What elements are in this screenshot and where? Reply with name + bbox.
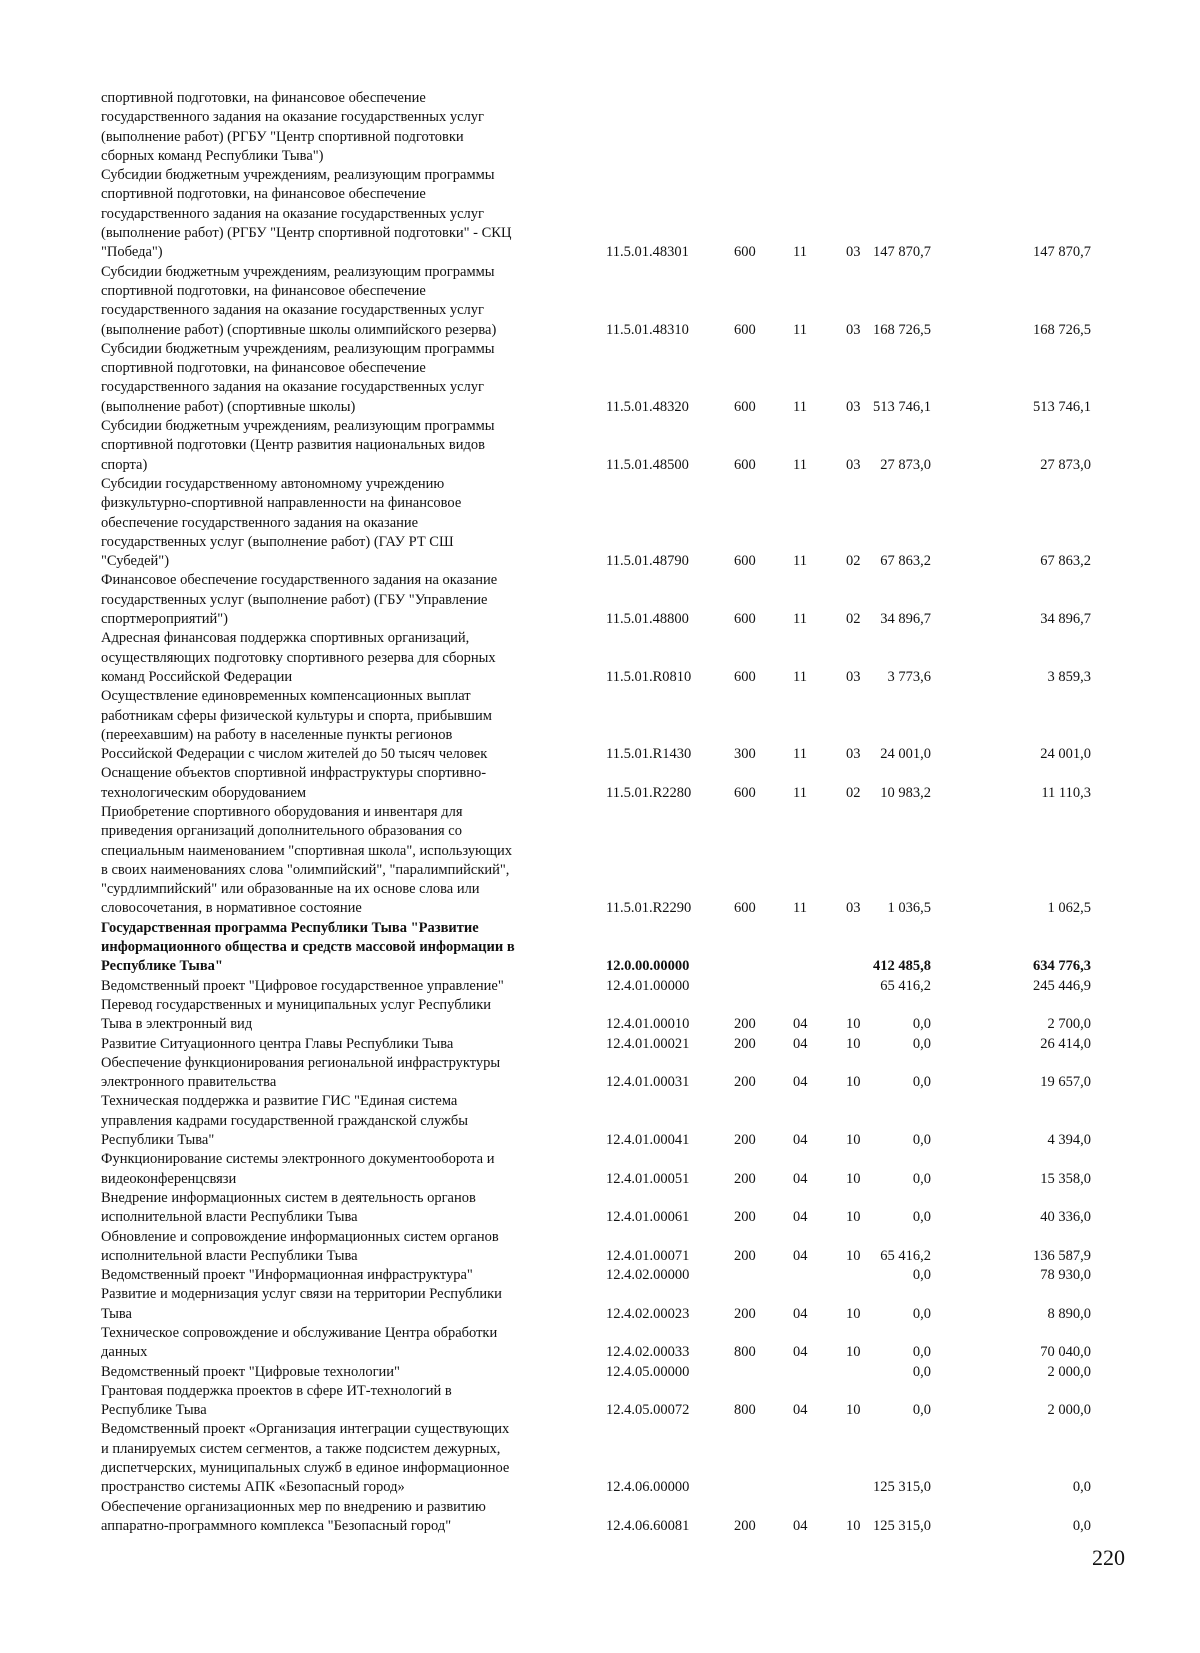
row-amount-year1: 0,0 (912, 1074, 931, 1091)
row-description: Развитие Ситуационного центра Главы Республики Тыва (101, 1035, 454, 1052)
row-program-code: 12.4.02.00000 (606, 1267, 690, 1284)
row-amount-year2: 0,0 (1072, 1517, 1091, 1534)
row-amount-year1: 0,0 (912, 1170, 931, 1187)
row-subsection: 10 (846, 1132, 861, 1149)
table-row (101, 340, 1121, 417)
row-subsection: 02 (846, 784, 861, 801)
table-row (101, 417, 1121, 475)
row-amount-year2: 67 863,2 (1040, 553, 1091, 570)
row-expense-type: 600 (734, 398, 756, 415)
row-amount-year2: 70 040,0 (1040, 1344, 1091, 1361)
row-subsection: 03 (846, 746, 861, 763)
row-section: 04 (793, 1517, 808, 1534)
row-amount-year1: 1 036,5 (887, 900, 931, 917)
row-description: Функционирование системы электронного документооборота и видеоконференцсвязи (101, 1151, 495, 1187)
row-description: Субсидии бюджетным учреждениям, реализующим программы спортивной подготовки, на финансовое обеспечение государственного задания на оказание государственных услуг (выполнение работ) (спортивные школы олимпийского резерва) (101, 263, 497, 338)
row-amount-year1: 0,0 (912, 1016, 931, 1033)
row-description: Государственная программа Республики Тыва "Развитие информационного общества и средств массовой информации в Республике Тыва" (101, 919, 515, 975)
row-subsection: 10 (846, 1016, 861, 1033)
table-row (101, 1498, 1121, 1537)
row-amount-year2: 2 700,0 (1047, 1016, 1091, 1033)
row-section: 04 (793, 1170, 808, 1187)
row-program-code: 11.5.01.48790 (606, 553, 689, 570)
row-subsection: 03 (846, 456, 861, 473)
row-amount-year2: 147 870,7 (1033, 244, 1091, 261)
table-row (101, 1189, 1121, 1228)
row-amount-year1: 0,0 (912, 1363, 931, 1380)
row-amount-year1: 0,0 (912, 1267, 931, 1284)
row-subsection: 10 (846, 1247, 861, 1264)
row-expense-type: 300 (734, 746, 756, 763)
row-subsection: 10 (846, 1517, 861, 1534)
row-subsection: 10 (846, 1344, 861, 1361)
row-amount-year2: 40 336,0 (1040, 1209, 1091, 1226)
row-amount-year1: 168 726,5 (873, 321, 931, 338)
row-expense-type: 600 (734, 244, 756, 261)
row-amount-year2: 136 587,9 (1033, 1247, 1091, 1264)
table-row (101, 977, 1121, 996)
table-row (101, 996, 1121, 1035)
row-section: 04 (793, 1074, 808, 1091)
table-row (101, 1228, 1121, 1267)
row-expense-type: 200 (734, 1074, 756, 1091)
row-program-code: 12.4.01.00071 (606, 1247, 690, 1264)
row-section: 11 (793, 456, 807, 473)
row-description: Субсидии бюджетным учреждениям, реализующим программы спортивной подготовки, на финансовое обеспечение государственного задания на оказание государственных услуг (выполнение работ) (РГБУ "Центр спортивной подготовки" - СКЦ "Победа") (101, 167, 512, 261)
row-amount-year2: 245 446,9 (1033, 977, 1091, 994)
row-program-code: 11.5.01.48320 (606, 398, 689, 415)
row-amount-year2: 78 930,0 (1040, 1267, 1091, 1284)
row-program-code: 11.5.01.R1430 (606, 746, 692, 763)
row-amount-year2: 11 110,3 (1041, 784, 1091, 801)
row-amount-year2: 19 657,0 (1040, 1074, 1091, 1091)
row-amount-year1: 67 863,2 (880, 553, 931, 570)
row-program-code: 11.5.01.48310 (606, 321, 689, 338)
row-subsection: 10 (846, 1170, 861, 1187)
row-amount-year2: 27 873,0 (1040, 456, 1091, 473)
row-description: Техническое сопровождение и обслуживание Центра обработки данных (101, 1325, 498, 1361)
row-description: Приобретение спортивного оборудования и инвентаря для приведения организаций дополнительного образования со специальным наименованием "спортивная школа", использующих в своих наименованиях слова "олимпийский", "паралимпийский", "сурдлимпийский" или образованные на их основе слова или словосочетания, в нормативное состояние (101, 803, 513, 917)
row-amount-year2: 15 358,0 (1040, 1170, 1091, 1187)
row-program-code: 12.4.06.00000 (606, 1479, 690, 1496)
row-amount-year1: 0,0 (912, 1035, 931, 1052)
row-program-code: 12.0.00.00000 (606, 958, 690, 975)
page-number: 220 (1092, 1545, 1125, 1570)
row-program-code: 11.5.01.48500 (606, 456, 689, 473)
row-amount-year1: 0,0 (912, 1402, 931, 1419)
row-section: 11 (793, 746, 807, 763)
row-program-code: 12.4.01.00000 (606, 977, 690, 994)
row-description: Обеспечение функционирования региональной инфраструктуры электронного правительства (101, 1054, 501, 1091)
row-section: 11 (793, 398, 807, 415)
row-program-code: 12.4.06.60081 (606, 1517, 690, 1534)
row-amount-year1: 24 001,0 (880, 746, 931, 763)
row-expense-type: 600 (734, 456, 756, 473)
table-row (101, 687, 1121, 764)
row-amount-year1: 34 896,7 (880, 611, 931, 628)
row-expense-type: 200 (734, 1016, 756, 1033)
row-expense-type: 800 (734, 1402, 756, 1419)
row-subsection: 10 (846, 1074, 861, 1091)
row-section: 11 (793, 611, 807, 628)
row-amount-year1: 513 746,1 (873, 398, 931, 415)
table-row (101, 919, 1121, 977)
row-section: 04 (793, 1016, 808, 1033)
row-description: Осуществление единовременных компенсационных выплат работникам сферы физической культуры и спорта, прибывшим (переехавшим) на работу в населенные пункты регионов Российской Федерации с числом жителей до 50 тысяч человек (101, 688, 492, 763)
row-amount-year2: 4 394,0 (1047, 1132, 1091, 1149)
row-amount-year1: 147 870,7 (873, 244, 931, 261)
row-subsection: 03 (846, 321, 861, 338)
row-section: 04 (793, 1247, 808, 1264)
row-subsection: 03 (846, 244, 861, 261)
row-program-code: 12.4.01.00031 (606, 1074, 690, 1091)
row-amount-year1: 0,0 (912, 1305, 931, 1322)
row-amount-year2: 8 890,0 (1047, 1305, 1091, 1322)
row-expense-type: 600 (734, 668, 756, 685)
row-expense-type: 600 (734, 900, 756, 917)
row-subsection: 03 (846, 668, 861, 685)
row-amount-year1: 3 773,6 (887, 668, 931, 685)
table-row (101, 89, 1121, 166)
row-subsection: 10 (846, 1035, 861, 1052)
row-subsection: 10 (846, 1402, 861, 1419)
row-amount-year2: 0,0 (1072, 1479, 1091, 1496)
row-expense-type: 600 (734, 321, 756, 338)
row-description: Обеспечение организационных мер по внедрению и развитию аппаратно-программного комплекса "Безопасный город" (101, 1498, 486, 1534)
row-program-code: 12.4.01.00021 (606, 1035, 690, 1052)
row-amount-year1: 0,0 (912, 1344, 931, 1361)
row-section: 04 (793, 1344, 808, 1361)
row-description: Субсидии бюджетным учреждениям, реализующим программы спортивной подготовки, на финансовое обеспечение государственного задания на оказание государственных услуг (выполнение работ) (спортивные школы) (101, 340, 495, 415)
row-amount-year2: 168 726,5 (1033, 321, 1091, 338)
row-subsection: 03 (846, 398, 861, 415)
table-row (101, 1285, 1121, 1324)
row-expense-type: 200 (734, 1035, 756, 1052)
row-amount-year2: 26 414,0 (1040, 1035, 1091, 1052)
row-program-code: 12.4.01.00061 (606, 1209, 690, 1226)
table-row (101, 1324, 1121, 1363)
table-row (101, 571, 1121, 629)
row-subsection: 10 (846, 1209, 861, 1226)
table-row (101, 1150, 1121, 1189)
row-amount-year1: 0,0 (912, 1132, 931, 1149)
row-expense-type: 800 (734, 1344, 756, 1361)
row-section: 04 (793, 1402, 808, 1419)
budget-table (101, 89, 1121, 1536)
table-row (101, 475, 1121, 571)
row-program-code: 11.5.01.R0810 (606, 668, 692, 685)
row-description: Финансовое обеспечение государственного задания на оказание государственных услуг (выполнение работ) (ГБУ "Управление спортмероприятий") (101, 572, 498, 628)
row-section: 04 (793, 1035, 808, 1052)
row-section: 11 (793, 244, 807, 261)
row-amount-year2: 34 896,7 (1040, 611, 1091, 628)
row-amount-year2: 1 062,5 (1047, 900, 1091, 917)
row-description: Перевод государственных и муниципальных услуг Республики Тыва в электронный вид (101, 996, 492, 1033)
row-expense-type: 600 (734, 784, 756, 801)
row-amount-year2: 2 000,0 (1047, 1363, 1091, 1380)
table-row (101, 166, 1121, 262)
row-expense-type: 200 (734, 1247, 756, 1264)
row-description: спортивной подготовки, на финансовое обеспечение государственного задания на оказание государственных услуг (выполнение работ) (РГБУ "Центр спортивной подготовки сборных команд Республики Тыва") (101, 90, 484, 164)
row-program-code: 11.5.01.R2290 (606, 900, 692, 917)
row-amount-year1: 65 416,2 (880, 977, 931, 994)
row-program-code: 12.4.05.00072 (606, 1402, 690, 1419)
row-section: 11 (793, 668, 807, 685)
table-row (101, 1092, 1121, 1150)
row-expense-type: 600 (734, 611, 756, 628)
row-description: Адресная финансовая поддержка спортивных организаций, осуществляющих подготовку спортивного резерва для сборных команд Российской Федерации (101, 630, 496, 685)
row-description: Развитие и модернизация услуг связи на территории Республики Тыва (101, 1286, 502, 1322)
row-expense-type: 200 (734, 1305, 756, 1322)
table-row (101, 1382, 1121, 1421)
row-expense-type: 200 (734, 1517, 756, 1534)
row-subsection: 10 (846, 1305, 861, 1322)
row-program-code: 11.5.01.48301 (606, 244, 689, 261)
row-amount-year1: 412 485,8 (873, 958, 931, 975)
row-amount-year1: 0,0 (912, 1209, 931, 1226)
row-amount-year1: 125 315,0 (873, 1479, 931, 1496)
row-amount-year2: 2 000,0 (1047, 1402, 1091, 1419)
row-description: Ведомственный проект "Информационная инфраструктура" (101, 1267, 473, 1284)
row-expense-type: 200 (734, 1132, 756, 1149)
row-description: Внедрение информационных систем в деятельность органов исполнительной власти Республики Тыва (101, 1189, 476, 1226)
row-description: Ведомственный проект «Организация интеграции существующих и планируемых систем сегментов, а также подсистем дежурных, диспетчерских, муниципальных служб в единое информационное пространство системы АПК «Безопасный город» (101, 1421, 510, 1496)
row-program-code: 12.4.02.00033 (606, 1344, 690, 1361)
row-description: Грантовая поддержка проектов в сфере ИТ-технологий в Республике Тыва (101, 1382, 452, 1419)
table-row (101, 803, 1121, 919)
table-row (101, 1035, 1121, 1054)
row-description: Техническая поддержка и развитие ГИС "Единая система управления кадрами государственной гражданской службы Республики Тыва" (101, 1093, 468, 1149)
row-expense-type: 200 (734, 1170, 756, 1187)
row-section: 04 (793, 1305, 808, 1322)
row-program-code: 11.5.01.R2280 (606, 784, 692, 801)
row-program-code: 12.4.02.00023 (606, 1305, 690, 1322)
row-program-code: 12.4.01.00051 (606, 1170, 690, 1187)
row-section: 11 (793, 321, 807, 338)
row-section: 04 (793, 1209, 808, 1226)
row-description: Обновление и сопровождение информационных систем органов исполнительной власти Республики Тыва (101, 1228, 499, 1264)
row-amount-year2: 513 746,1 (1033, 398, 1091, 415)
row-program-code: 12.4.05.00000 (606, 1363, 690, 1380)
row-description: Ведомственный проект "Цифровые технологии" (101, 1363, 400, 1380)
table-row (101, 764, 1121, 803)
row-description: Субсидии бюджетным учреждениям, реализующим программы спортивной подготовки (Центр развития национальных видов спорта) (101, 418, 495, 473)
table-row (101, 1363, 1121, 1382)
row-amount-year2: 3 859,3 (1047, 668, 1091, 685)
row-amount-year1: 125 315,0 (873, 1517, 931, 1534)
row-description: Субсидии государственному автономному учреждению физкультурно-спортивной направленности на финансовое обеспечение государственного задания на оказание государственных услуг (выполнение работ) (ГАУ РТ СШ "Субедей") (101, 475, 462, 570)
row-program-code: 12.4.01.00010 (606, 1016, 690, 1033)
row-amount-year1: 27 873,0 (880, 456, 931, 473)
row-subsection: 02 (846, 553, 861, 570)
row-description: Оснащение объектов спортивной инфраструктуры спортивно- технологическим оборудованием (101, 765, 487, 801)
table-row (101, 263, 1121, 340)
row-expense-type: 600 (734, 553, 756, 570)
row-description: Ведомственный проект "Цифровое государственное управление" (101, 977, 504, 994)
row-section: 04 (793, 1132, 808, 1149)
table-row (101, 1420, 1121, 1497)
row-expense-type: 200 (734, 1209, 756, 1226)
table-row (101, 1266, 1121, 1285)
row-amount-year2: 634 776,3 (1033, 958, 1091, 975)
row-section: 11 (793, 784, 807, 801)
row-subsection: 03 (846, 900, 861, 917)
row-program-code: 11.5.01.48800 (606, 611, 689, 628)
row-subsection: 02 (846, 611, 861, 628)
row-amount-year1: 10 983,2 (880, 784, 931, 801)
row-section: 11 (793, 900, 807, 917)
row-amount-year2: 24 001,0 (1040, 746, 1091, 763)
table-row (101, 1054, 1121, 1093)
row-program-code: 12.4.01.00041 (606, 1132, 690, 1149)
table-row (101, 629, 1121, 687)
row-section: 11 (793, 553, 807, 570)
row-amount-year1: 65 416,2 (880, 1247, 931, 1264)
